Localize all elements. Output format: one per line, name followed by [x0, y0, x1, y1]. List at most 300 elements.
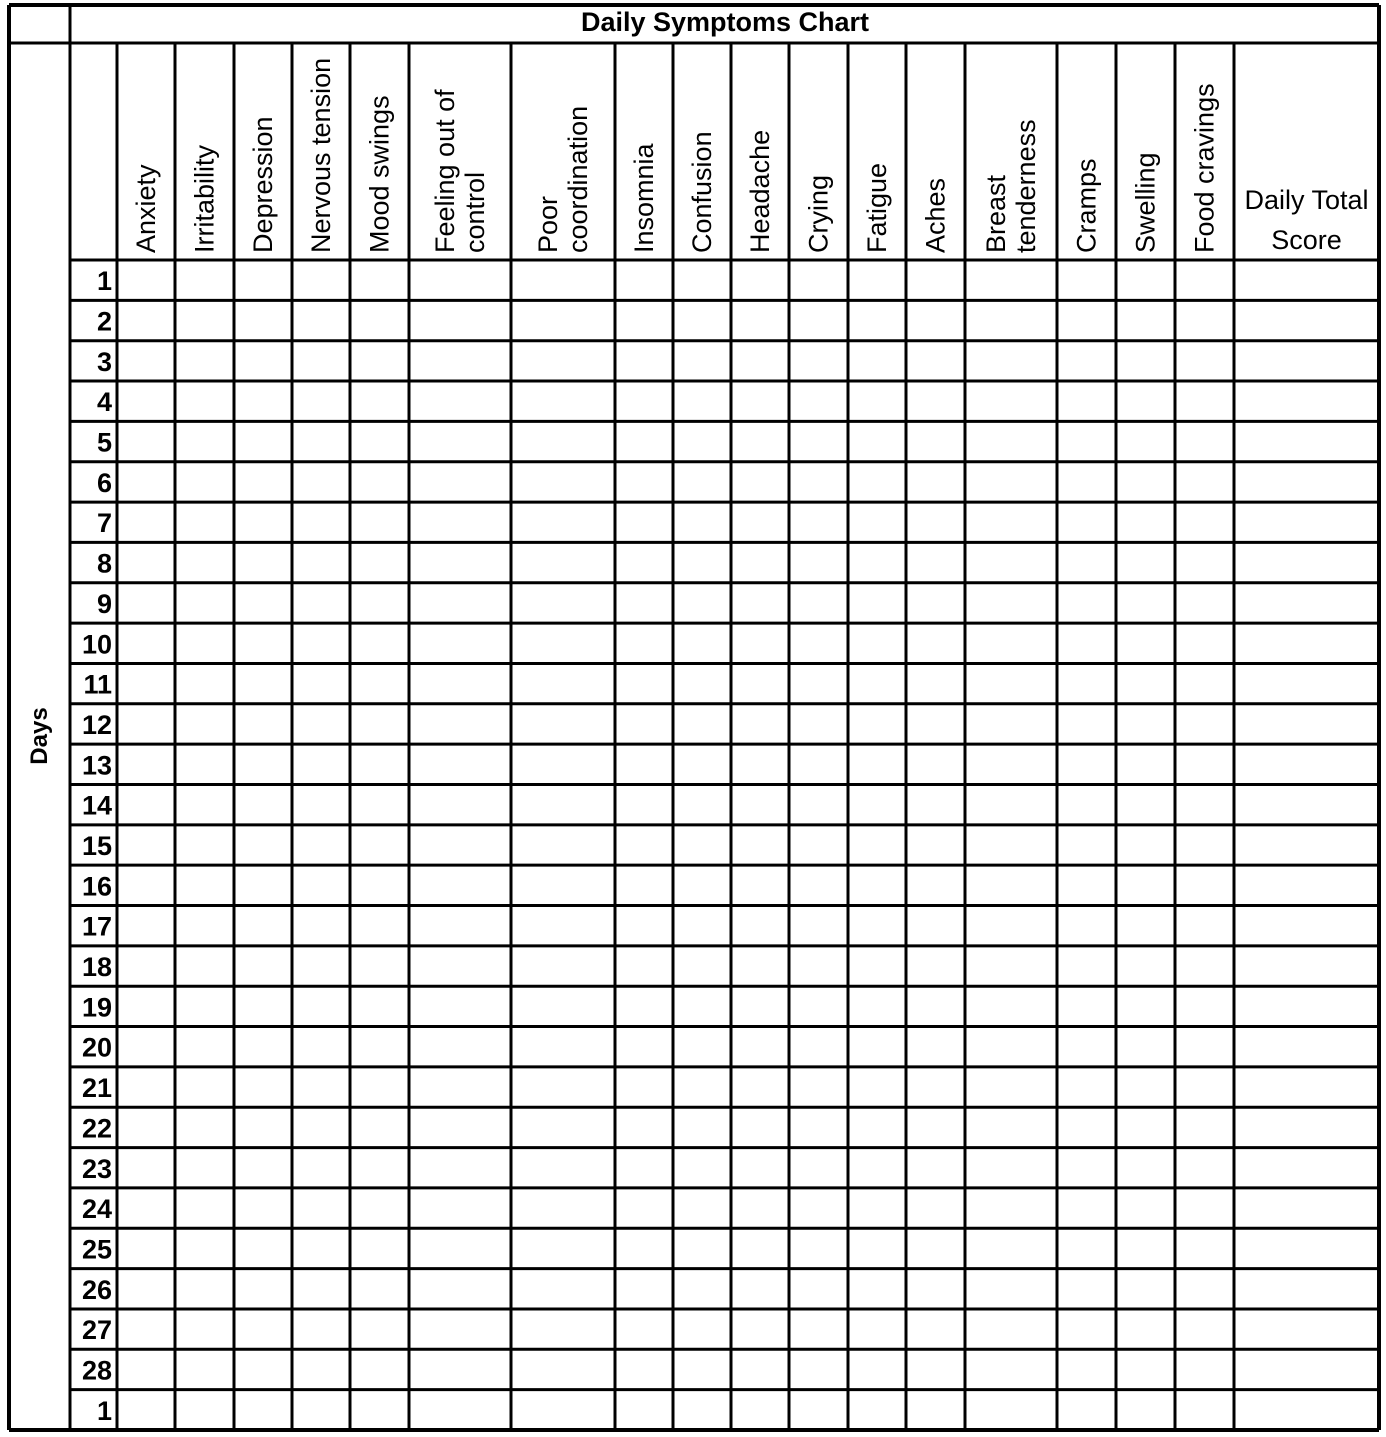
symptom-score-cell[interactable] [965, 784, 1057, 824]
symptom-score-cell[interactable] [615, 1349, 673, 1389]
symptom-score-cell[interactable] [292, 462, 350, 502]
symptom-score-cell[interactable] [789, 623, 848, 663]
symptom-score-cell[interactable] [350, 1067, 409, 1107]
symptom-score-cell[interactable] [1057, 502, 1116, 542]
symptom-score-cell[interactable] [848, 300, 906, 340]
symptom-score-cell[interactable] [1175, 260, 1234, 300]
symptom-score-cell[interactable] [615, 583, 673, 623]
symptom-score-cell[interactable] [350, 1228, 409, 1268]
symptom-score-cell[interactable] [848, 946, 906, 986]
symptom-score-cell[interactable] [731, 1148, 789, 1188]
symptom-score-cell[interactable] [409, 744, 511, 784]
symptom-score-cell[interactable] [965, 341, 1057, 381]
symptom-score-cell[interactable] [848, 986, 906, 1026]
symptom-score-cell[interactable] [350, 1309, 409, 1349]
symptom-score-cell[interactable] [848, 623, 906, 663]
symptom-score-cell[interactable] [409, 502, 511, 542]
symptom-score-cell[interactable] [117, 744, 175, 784]
symptom-score-cell[interactable] [175, 1027, 234, 1067]
symptom-score-cell[interactable] [175, 744, 234, 784]
symptom-score-cell[interactable] [350, 341, 409, 381]
symptom-score-cell[interactable] [511, 744, 615, 784]
symptom-score-cell[interactable] [848, 1228, 906, 1268]
symptom-score-cell[interactable] [511, 946, 615, 986]
symptom-score-cell[interactable] [673, 421, 731, 461]
symptom-score-cell[interactable] [409, 583, 511, 623]
symptom-score-cell[interactable] [1175, 1349, 1234, 1389]
symptom-score-cell[interactable] [673, 542, 731, 582]
symptom-score-cell[interactable] [117, 1148, 175, 1188]
symptom-score-cell[interactable] [350, 381, 409, 421]
symptom-score-cell[interactable] [234, 986, 292, 1026]
symptom-score-cell[interactable] [965, 1148, 1057, 1188]
symptom-score-cell[interactable] [731, 825, 789, 865]
symptom-score-cell[interactable] [789, 1390, 848, 1430]
symptom-score-cell[interactable] [292, 865, 350, 905]
symptom-score-cell[interactable] [409, 1349, 511, 1389]
symptom-score-cell[interactable] [1116, 946, 1175, 986]
symptom-score-cell[interactable] [673, 341, 731, 381]
symptom-score-cell[interactable] [117, 542, 175, 582]
symptom-score-cell[interactable] [511, 1027, 615, 1067]
symptom-score-cell[interactable] [906, 946, 965, 986]
symptom-score-cell[interactable] [965, 1027, 1057, 1067]
symptom-score-cell[interactable] [175, 1309, 234, 1349]
symptom-score-cell[interactable] [117, 300, 175, 340]
symptom-score-cell[interactable] [731, 300, 789, 340]
symptom-score-cell[interactable] [731, 542, 789, 582]
symptom-score-cell[interactable] [1057, 381, 1116, 421]
symptom-score-cell[interactable] [409, 300, 511, 340]
symptom-score-cell[interactable] [965, 421, 1057, 461]
symptom-score-cell[interactable] [350, 1148, 409, 1188]
symptom-score-cell[interactable] [292, 623, 350, 663]
symptom-score-cell[interactable] [731, 1390, 789, 1430]
symptom-score-cell[interactable] [117, 865, 175, 905]
symptom-score-cell[interactable] [511, 1067, 615, 1107]
symptom-score-cell[interactable] [731, 260, 789, 300]
symptom-score-cell[interactable] [409, 381, 511, 421]
symptom-score-cell[interactable] [350, 542, 409, 582]
symptom-score-cell[interactable] [511, 784, 615, 824]
symptom-score-cell[interactable] [1175, 986, 1234, 1026]
symptom-score-cell[interactable] [511, 663, 615, 703]
symptom-score-cell[interactable] [1175, 946, 1234, 986]
symptom-score-cell[interactable] [234, 300, 292, 340]
symptom-score-cell[interactable] [615, 1067, 673, 1107]
symptom-score-cell[interactable] [615, 300, 673, 340]
symptom-score-cell[interactable] [350, 1269, 409, 1309]
symptom-score-cell[interactable] [906, 1107, 965, 1147]
symptom-score-cell[interactable] [234, 341, 292, 381]
symptom-score-cell[interactable] [511, 260, 615, 300]
symptom-score-cell[interactable] [789, 1269, 848, 1309]
symptom-score-cell[interactable] [350, 1107, 409, 1147]
symptom-score-cell[interactable] [234, 865, 292, 905]
symptom-score-cell[interactable] [673, 583, 731, 623]
symptom-score-cell[interactable] [292, 1390, 350, 1430]
symptom-score-cell[interactable] [848, 1107, 906, 1147]
symptom-score-cell[interactable] [673, 825, 731, 865]
symptom-score-cell[interactable] [350, 1188, 409, 1228]
symptom-score-cell[interactable] [292, 744, 350, 784]
symptom-score-cell[interactable] [511, 825, 615, 865]
symptom-score-cell[interactable] [350, 986, 409, 1026]
symptom-score-cell[interactable] [1175, 1188, 1234, 1228]
symptom-score-cell[interactable] [409, 1228, 511, 1268]
symptom-score-cell[interactable] [117, 1107, 175, 1147]
symptom-score-cell[interactable] [731, 1027, 789, 1067]
symptom-score-cell[interactable] [511, 704, 615, 744]
symptom-score-cell[interactable] [175, 1349, 234, 1389]
symptom-score-cell[interactable] [511, 1269, 615, 1309]
symptom-score-cell[interactable] [234, 1269, 292, 1309]
symptom-score-cell[interactable] [175, 784, 234, 824]
symptom-score-cell[interactable] [906, 1390, 965, 1430]
symptom-score-cell[interactable] [409, 1188, 511, 1228]
symptom-score-cell[interactable] [292, 1067, 350, 1107]
symptom-score-cell[interactable] [409, 784, 511, 824]
symptom-score-cell[interactable] [1116, 1269, 1175, 1309]
daily-total-cell[interactable] [1234, 1188, 1379, 1228]
symptom-score-cell[interactable] [117, 1269, 175, 1309]
symptom-score-cell[interactable] [175, 946, 234, 986]
symptom-score-cell[interactable] [511, 1228, 615, 1268]
symptom-score-cell[interactable] [1175, 1309, 1234, 1349]
daily-total-cell[interactable] [1234, 1107, 1379, 1147]
symptom-score-cell[interactable] [731, 1228, 789, 1268]
symptom-score-cell[interactable] [1175, 462, 1234, 502]
symptom-score-cell[interactable] [175, 986, 234, 1026]
symptom-score-cell[interactable] [234, 1067, 292, 1107]
symptom-score-cell[interactable] [906, 906, 965, 946]
daily-total-cell[interactable] [1234, 502, 1379, 542]
symptom-score-cell[interactable] [789, 542, 848, 582]
symptom-score-cell[interactable] [848, 381, 906, 421]
symptom-score-cell[interactable] [965, 1349, 1057, 1389]
symptom-score-cell[interactable] [673, 1390, 731, 1430]
symptom-score-cell[interactable] [1116, 462, 1175, 502]
symptom-score-cell[interactable] [409, 1027, 511, 1067]
symptom-score-cell[interactable] [906, 704, 965, 744]
symptom-score-cell[interactable] [965, 1067, 1057, 1107]
symptom-score-cell[interactable] [1057, 583, 1116, 623]
symptom-score-cell[interactable] [350, 421, 409, 461]
symptom-score-cell[interactable] [511, 381, 615, 421]
daily-total-cell[interactable] [1234, 1309, 1379, 1349]
symptom-score-cell[interactable] [906, 542, 965, 582]
symptom-score-cell[interactable] [965, 1107, 1057, 1147]
symptom-score-cell[interactable] [117, 1027, 175, 1067]
symptom-score-cell[interactable] [175, 865, 234, 905]
symptom-score-cell[interactable] [1175, 381, 1234, 421]
symptom-score-cell[interactable] [350, 744, 409, 784]
symptom-score-cell[interactable] [175, 1390, 234, 1430]
symptom-score-cell[interactable] [1057, 542, 1116, 582]
symptom-score-cell[interactable] [1116, 825, 1175, 865]
symptom-score-cell[interactable] [292, 502, 350, 542]
symptom-score-cell[interactable] [673, 1027, 731, 1067]
symptom-score-cell[interactable] [1057, 421, 1116, 461]
symptom-score-cell[interactable] [789, 300, 848, 340]
symptom-score-cell[interactable] [409, 1309, 511, 1349]
symptom-score-cell[interactable] [848, 1390, 906, 1430]
symptom-score-cell[interactable] [789, 906, 848, 946]
symptom-score-cell[interactable] [965, 381, 1057, 421]
symptom-score-cell[interactable] [615, 744, 673, 784]
symptom-score-cell[interactable] [789, 421, 848, 461]
symptom-score-cell[interactable] [1116, 663, 1175, 703]
symptom-score-cell[interactable] [117, 1309, 175, 1349]
symptom-score-cell[interactable] [292, 1269, 350, 1309]
symptom-score-cell[interactable] [234, 663, 292, 703]
symptom-score-cell[interactable] [731, 906, 789, 946]
symptom-score-cell[interactable] [117, 623, 175, 663]
symptom-score-cell[interactable] [731, 865, 789, 905]
symptom-score-cell[interactable] [511, 502, 615, 542]
symptom-score-cell[interactable] [1057, 1027, 1116, 1067]
symptom-score-cell[interactable] [673, 1228, 731, 1268]
symptom-score-cell[interactable] [234, 1148, 292, 1188]
symptom-score-cell[interactable] [409, 946, 511, 986]
symptom-score-cell[interactable] [350, 784, 409, 824]
daily-total-cell[interactable] [1234, 623, 1379, 663]
symptom-score-cell[interactable] [175, 260, 234, 300]
symptom-score-cell[interactable] [848, 1309, 906, 1349]
symptom-score-cell[interactable] [511, 542, 615, 582]
symptom-score-cell[interactable] [1116, 1228, 1175, 1268]
symptom-score-cell[interactable] [409, 825, 511, 865]
symptom-score-cell[interactable] [1175, 704, 1234, 744]
symptom-score-cell[interactable] [175, 502, 234, 542]
symptom-score-cell[interactable] [1175, 1148, 1234, 1188]
symptom-score-cell[interactable] [511, 341, 615, 381]
symptom-score-cell[interactable] [234, 623, 292, 663]
symptom-score-cell[interactable] [789, 583, 848, 623]
symptom-score-cell[interactable] [615, 1269, 673, 1309]
symptom-score-cell[interactable] [409, 1148, 511, 1188]
symptom-score-cell[interactable] [965, 986, 1057, 1026]
symptom-score-cell[interactable] [1116, 986, 1175, 1026]
symptom-score-cell[interactable] [848, 341, 906, 381]
symptom-score-cell[interactable] [175, 906, 234, 946]
symptom-score-cell[interactable] [350, 825, 409, 865]
symptom-score-cell[interactable] [409, 1269, 511, 1309]
symptom-score-cell[interactable] [906, 1228, 965, 1268]
symptom-score-cell[interactable] [848, 704, 906, 744]
symptom-score-cell[interactable] [789, 1148, 848, 1188]
symptom-score-cell[interactable] [965, 583, 1057, 623]
symptom-score-cell[interactable] [906, 421, 965, 461]
symptom-score-cell[interactable] [789, 1107, 848, 1147]
symptom-score-cell[interactable] [673, 300, 731, 340]
daily-total-cell[interactable] [1234, 663, 1379, 703]
symptom-score-cell[interactable] [1116, 1027, 1175, 1067]
symptom-score-cell[interactable] [234, 1107, 292, 1147]
symptom-score-cell[interactable] [789, 381, 848, 421]
symptom-score-cell[interactable] [848, 1067, 906, 1107]
symptom-score-cell[interactable] [511, 623, 615, 663]
symptom-score-cell[interactable] [117, 381, 175, 421]
symptom-score-cell[interactable] [906, 784, 965, 824]
symptom-score-cell[interactable] [1116, 865, 1175, 905]
symptom-score-cell[interactable] [906, 1148, 965, 1188]
daily-total-cell[interactable] [1234, 1349, 1379, 1389]
symptom-score-cell[interactable] [673, 1107, 731, 1147]
symptom-score-cell[interactable] [965, 1188, 1057, 1228]
symptom-score-cell[interactable] [1175, 341, 1234, 381]
symptom-score-cell[interactable] [234, 946, 292, 986]
symptom-score-cell[interactable] [615, 502, 673, 542]
symptom-score-cell[interactable] [673, 986, 731, 1026]
daily-total-cell[interactable] [1234, 421, 1379, 461]
symptom-score-cell[interactable] [292, 1107, 350, 1147]
symptom-score-cell[interactable] [615, 341, 673, 381]
symptom-score-cell[interactable] [117, 341, 175, 381]
symptom-score-cell[interactable] [1116, 1390, 1175, 1430]
symptom-score-cell[interactable] [731, 663, 789, 703]
symptom-score-cell[interactable] [117, 1390, 175, 1430]
symptom-score-cell[interactable] [965, 1390, 1057, 1430]
symptom-score-cell[interactable] [234, 421, 292, 461]
symptom-score-cell[interactable] [1116, 1188, 1175, 1228]
symptom-score-cell[interactable] [1116, 704, 1175, 744]
symptom-score-cell[interactable] [292, 1309, 350, 1349]
symptom-score-cell[interactable] [965, 623, 1057, 663]
symptom-score-cell[interactable] [965, 260, 1057, 300]
symptom-score-cell[interactable] [673, 663, 731, 703]
daily-total-cell[interactable] [1234, 906, 1379, 946]
symptom-score-cell[interactable] [906, 986, 965, 1026]
symptom-score-cell[interactable] [409, 260, 511, 300]
symptom-score-cell[interactable] [731, 1269, 789, 1309]
symptom-score-cell[interactable] [1175, 502, 1234, 542]
symptom-score-cell[interactable] [1057, 1309, 1116, 1349]
symptom-score-cell[interactable] [117, 663, 175, 703]
symptom-score-cell[interactable] [175, 1148, 234, 1188]
symptom-score-cell[interactable] [175, 381, 234, 421]
symptom-score-cell[interactable] [175, 1188, 234, 1228]
daily-total-cell[interactable] [1234, 341, 1379, 381]
daily-total-cell[interactable] [1234, 744, 1379, 784]
symptom-score-cell[interactable] [731, 502, 789, 542]
symptom-score-cell[interactable] [409, 341, 511, 381]
symptom-score-cell[interactable] [731, 421, 789, 461]
symptom-score-cell[interactable] [1175, 1067, 1234, 1107]
symptom-score-cell[interactable] [1116, 1148, 1175, 1188]
symptom-score-cell[interactable] [175, 663, 234, 703]
symptom-score-cell[interactable] [409, 865, 511, 905]
daily-total-cell[interactable] [1234, 825, 1379, 865]
symptom-score-cell[interactable] [292, 1027, 350, 1067]
symptom-score-cell[interactable] [234, 1188, 292, 1228]
symptom-score-cell[interactable] [615, 1107, 673, 1147]
symptom-score-cell[interactable] [511, 986, 615, 1026]
symptom-score-cell[interactable] [409, 462, 511, 502]
symptom-score-cell[interactable] [1057, 986, 1116, 1026]
symptom-score-cell[interactable] [1057, 1107, 1116, 1147]
symptom-score-cell[interactable] [292, 825, 350, 865]
symptom-score-cell[interactable] [234, 784, 292, 824]
symptom-score-cell[interactable] [511, 462, 615, 502]
symptom-score-cell[interactable] [965, 825, 1057, 865]
symptom-score-cell[interactable] [511, 421, 615, 461]
symptom-score-cell[interactable] [1057, 865, 1116, 905]
symptom-score-cell[interactable] [906, 260, 965, 300]
symptom-score-cell[interactable] [234, 542, 292, 582]
symptom-score-cell[interactable] [1175, 744, 1234, 784]
symptom-score-cell[interactable] [234, 825, 292, 865]
symptom-score-cell[interactable] [234, 704, 292, 744]
symptom-score-cell[interactable] [731, 1309, 789, 1349]
symptom-score-cell[interactable] [731, 946, 789, 986]
symptom-score-cell[interactable] [1116, 502, 1175, 542]
symptom-score-cell[interactable] [789, 1228, 848, 1268]
symptom-score-cell[interactable] [117, 421, 175, 461]
symptom-score-cell[interactable] [1057, 704, 1116, 744]
symptom-score-cell[interactable] [409, 1107, 511, 1147]
symptom-score-cell[interactable] [731, 986, 789, 1026]
symptom-score-cell[interactable] [1057, 300, 1116, 340]
symptom-score-cell[interactable] [615, 1148, 673, 1188]
symptom-score-cell[interactable] [1116, 1107, 1175, 1147]
symptom-score-cell[interactable] [615, 421, 673, 461]
symptom-score-cell[interactable] [906, 623, 965, 663]
symptom-score-cell[interactable] [789, 865, 848, 905]
symptom-score-cell[interactable] [615, 986, 673, 1026]
symptom-score-cell[interactable] [117, 583, 175, 623]
symptom-score-cell[interactable] [789, 663, 848, 703]
symptom-score-cell[interactable] [350, 300, 409, 340]
symptom-score-cell[interactable] [1175, 784, 1234, 824]
symptom-score-cell[interactable] [848, 744, 906, 784]
symptom-score-cell[interactable] [511, 1349, 615, 1389]
symptom-score-cell[interactable] [673, 260, 731, 300]
symptom-score-cell[interactable] [615, 663, 673, 703]
symptom-score-cell[interactable] [1057, 946, 1116, 986]
symptom-score-cell[interactable] [848, 1027, 906, 1067]
daily-total-cell[interactable] [1234, 542, 1379, 582]
symptom-score-cell[interactable] [848, 865, 906, 905]
symptom-score-cell[interactable] [615, 906, 673, 946]
symptom-score-cell[interactable] [906, 1067, 965, 1107]
daily-total-cell[interactable] [1234, 583, 1379, 623]
symptom-score-cell[interactable] [1116, 1309, 1175, 1349]
symptom-score-cell[interactable] [117, 1188, 175, 1228]
symptom-score-cell[interactable] [1116, 906, 1175, 946]
symptom-score-cell[interactable] [615, 946, 673, 986]
symptom-score-cell[interactable] [1116, 381, 1175, 421]
symptom-score-cell[interactable] [906, 744, 965, 784]
symptom-score-cell[interactable] [175, 825, 234, 865]
symptom-score-cell[interactable] [350, 1349, 409, 1389]
symptom-score-cell[interactable] [1175, 1027, 1234, 1067]
symptom-score-cell[interactable] [1175, 1269, 1234, 1309]
symptom-score-cell[interactable] [511, 1390, 615, 1430]
symptom-score-cell[interactable] [848, 260, 906, 300]
symptom-score-cell[interactable] [350, 704, 409, 744]
symptom-score-cell[interactable] [731, 583, 789, 623]
symptom-score-cell[interactable] [848, 502, 906, 542]
symptom-score-cell[interactable] [292, 1188, 350, 1228]
symptom-score-cell[interactable] [789, 502, 848, 542]
symptom-score-cell[interactable] [1057, 623, 1116, 663]
symptom-score-cell[interactable] [673, 502, 731, 542]
symptom-score-cell[interactable] [906, 300, 965, 340]
symptom-score-cell[interactable] [731, 623, 789, 663]
symptom-score-cell[interactable] [731, 1188, 789, 1228]
symptom-score-cell[interactable] [965, 744, 1057, 784]
